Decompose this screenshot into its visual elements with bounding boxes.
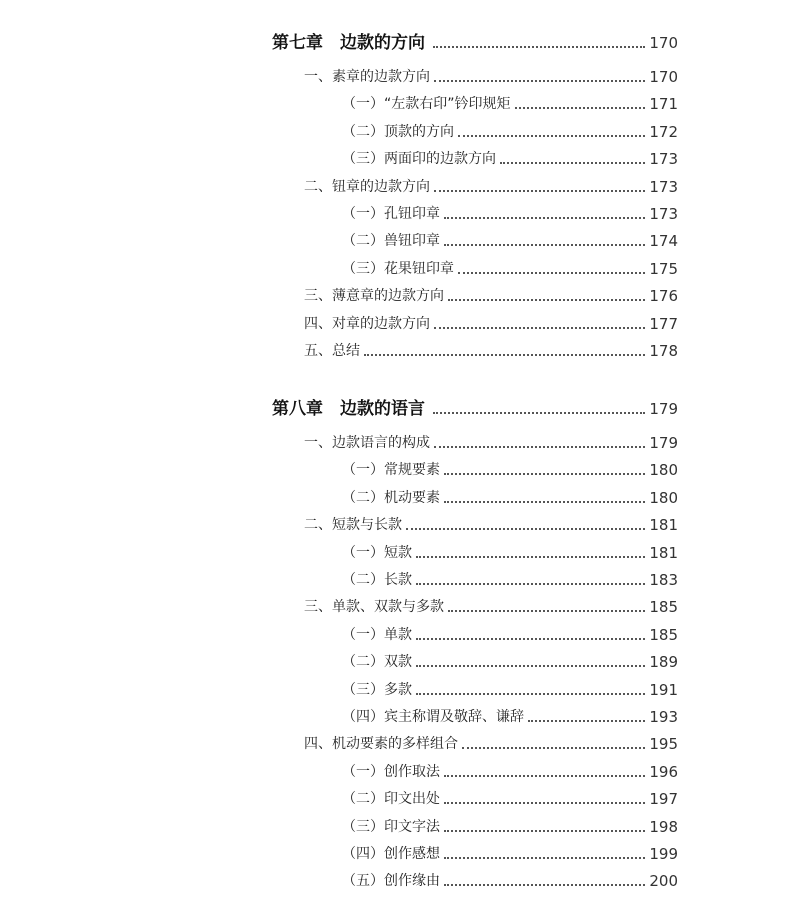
toc-section-title: 五、总结 — [304, 343, 360, 359]
toc-section[interactable] — [0, 338, 800, 362]
dot-leader — [515, 107, 646, 109]
dot-leader — [416, 638, 645, 640]
toc-subsection-title: （三）两面印的边款方向 — [342, 151, 496, 168]
toc-subsection-title: （一）短款 — [342, 544, 412, 561]
dot-leader — [448, 610, 645, 612]
page-number: 173 — [649, 205, 678, 223]
dot-leader — [434, 190, 645, 192]
dot-leader — [444, 501, 645, 503]
toc-subsection-title: （二）兽钮印章 — [342, 233, 440, 250]
chapter-heading-title: 第七章 边款的方向 — [272, 33, 425, 53]
page-number: 196 — [649, 762, 678, 781]
page-number: 175 — [649, 259, 678, 278]
chapter-heading[interactable] — [0, 30, 800, 54]
toc-subsection[interactable] — [0, 201, 800, 225]
toc-section-title: 三、单款、双款与多款 — [304, 599, 444, 616]
toc-subsection[interactable] — [0, 677, 800, 701]
page-number: 174 — [649, 232, 678, 251]
page-number: 200 — [649, 872, 678, 891]
toc-subsection[interactable] — [0, 91, 800, 115]
toc-subsection-title: （一）常规要素 — [342, 462, 440, 479]
toc-subsection-title: （二）顶款的方向 — [342, 123, 454, 140]
toc-section-title: 四、机动要素的多样组合 — [304, 736, 458, 753]
toc-section-title: 一、边款语言的构成 — [304, 435, 430, 451]
dot-leader — [416, 693, 645, 695]
toc-subsection-title: （五）创作缘由 — [342, 873, 440, 890]
page-number: 171 — [649, 95, 678, 114]
toc-subsection[interactable] — [0, 622, 800, 646]
toc-subsection-title: （二）机动要素 — [342, 489, 440, 506]
dot-leader — [364, 354, 645, 356]
toc-subsection[interactable] — [0, 567, 800, 591]
toc-subsection-title: （一）“左款右印”钤印规矩 — [342, 96, 511, 113]
dot-leader — [444, 802, 645, 804]
toc-section[interactable] — [0, 174, 800, 198]
page-number: 170 — [649, 68, 678, 86]
toc-subsection[interactable] — [0, 485, 800, 509]
toc-subsection-title: （三）花果钮印章 — [342, 260, 454, 277]
dot-leader — [528, 720, 645, 722]
toc-subsection[interactable] — [0, 786, 800, 810]
toc-subsection-title: （四）宾主称谓及敬辞、谦辞 — [342, 709, 524, 725]
toc-subsection[interactable] — [0, 228, 800, 252]
toc-section-title: 三、薄意章的边款方向 — [304, 288, 444, 305]
toc-section-title: 一、素章的边款方向 — [304, 69, 430, 85]
page-number: 179 — [649, 400, 678, 418]
page-number: 195 — [649, 735, 678, 754]
page-number: 181 — [649, 543, 678, 562]
dot-leader — [444, 884, 645, 886]
toc-subsection[interactable] — [0, 457, 800, 481]
chapter-heading-title: 第八章 边款的语言 — [272, 399, 425, 419]
page-number: 180 — [649, 488, 678, 507]
page-number: 170 — [649, 34, 678, 52]
dot-leader — [416, 556, 645, 558]
toc-section[interactable] — [0, 283, 800, 307]
dot-leader — [416, 665, 645, 667]
toc-subsection-title: （三）多款 — [342, 681, 412, 698]
page-number: 198 — [649, 817, 678, 836]
chapter-heading[interactable] — [0, 396, 800, 420]
page-number: 189 — [649, 653, 678, 672]
toc-subsection[interactable] — [0, 841, 800, 865]
page-number: 181 — [649, 516, 678, 535]
dot-leader — [434, 327, 645, 329]
dot-leader — [433, 46, 645, 48]
toc-subsection[interactable] — [0, 759, 800, 783]
page-number: 185 — [649, 625, 678, 644]
page-number: 176 — [649, 287, 678, 306]
toc-section[interactable] — [0, 731, 800, 755]
toc-subsection-title: （一）单款 — [342, 626, 412, 643]
toc-subsection[interactable] — [0, 119, 800, 143]
toc-section[interactable] — [0, 512, 800, 536]
page-number: 197 — [649, 790, 678, 809]
dot-leader — [500, 162, 645, 164]
dot-leader — [416, 583, 645, 585]
toc-section[interactable] — [0, 64, 800, 88]
toc-subsection[interactable] — [0, 649, 800, 673]
toc-section-title: 二、短款与长款 — [304, 517, 402, 534]
page-number: 179 — [649, 434, 678, 452]
toc-section-title: 四、对章的边款方向 — [304, 315, 430, 332]
toc-subsection[interactable] — [0, 540, 800, 564]
toc-section-title: 二、钮章的边款方向 — [304, 178, 430, 195]
toc-subsection-title: （二）印文出处 — [342, 791, 440, 808]
dot-leader — [458, 135, 645, 137]
toc-subsection[interactable] — [0, 868, 800, 892]
toc-subsection[interactable] — [0, 704, 800, 728]
toc-section[interactable] — [0, 430, 800, 454]
dot-leader — [434, 446, 645, 448]
toc-subsection-title: （一）创作取法 — [342, 763, 440, 780]
page-number: 177 — [649, 314, 678, 333]
toc-section[interactable] — [0, 594, 800, 618]
dot-leader — [433, 412, 645, 414]
toc-section[interactable] — [0, 311, 800, 335]
dot-leader — [444, 830, 645, 832]
toc-subsection-title: （二）双款 — [342, 654, 412, 671]
page-number: 183 — [649, 571, 678, 589]
page-number: 178 — [649, 342, 678, 360]
page-number: 193 — [649, 708, 678, 726]
dot-leader — [434, 80, 645, 82]
dot-leader — [444, 775, 645, 777]
page-number: 185 — [649, 598, 678, 617]
page-number: 173 — [649, 177, 678, 196]
dot-leader — [444, 244, 645, 246]
dot-leader — [458, 272, 645, 274]
page-number: 199 — [649, 845, 678, 863]
toc-subsection-title: （一）孔钮印章 — [342, 206, 440, 222]
toc-subsection[interactable] — [0, 146, 800, 170]
page-number: 180 — [649, 461, 678, 480]
page-number: 173 — [649, 150, 678, 169]
toc-subsection-title: （二）长款 — [342, 572, 412, 588]
toc-subsection-title: （四）创作感想 — [342, 846, 440, 862]
page-number: 172 — [649, 122, 678, 141]
dot-leader — [444, 217, 645, 219]
dot-leader — [444, 857, 645, 859]
dot-leader — [406, 528, 645, 530]
dot-leader — [462, 747, 645, 749]
toc-subsection[interactable] — [0, 256, 800, 280]
page-number: 191 — [649, 680, 678, 699]
dot-leader — [448, 299, 645, 301]
toc-subsection[interactable] — [0, 814, 800, 838]
dot-leader — [444, 473, 645, 475]
toc-subsection-title: （三）印文字法 — [342, 818, 440, 835]
